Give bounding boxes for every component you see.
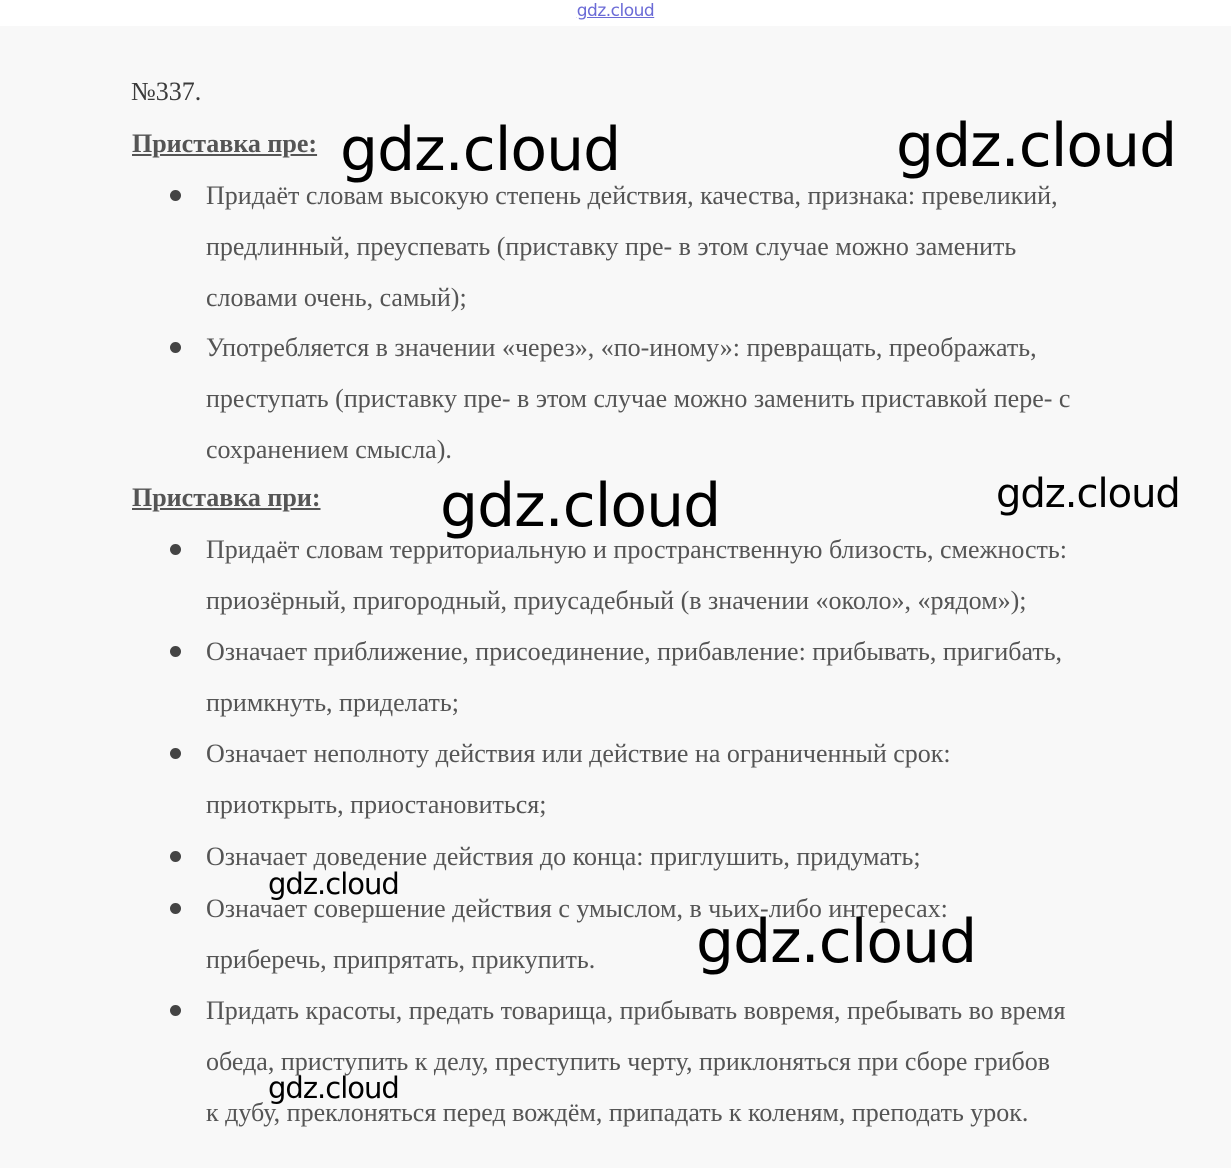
bullet-icon [170, 903, 181, 914]
site-watermark-top: gdz.cloud [576, 1, 655, 21]
item-line: к дубу, преклоняться перед вождём, припадать к коленям, преподать урок. [206, 1098, 1029, 1127]
bullet-icon [170, 851, 181, 862]
bullet-icon [170, 646, 181, 657]
watermark: gdz.cloud [268, 867, 399, 901]
item-line: Означает доведение действия до конца: приглушить, придумать; [206, 842, 921, 871]
item-line: приберечь, припрятать, прикупить. [206, 945, 596, 974]
item-line: обеда, приступить к делу, преступить черту, приклоняться при сборе грибов [206, 1047, 1051, 1076]
section-heading-pri: Приставка при: [132, 483, 321, 512]
item-line: преступать (приставку пре- в этом случае можно заменить приставкой пере- с [206, 384, 1071, 413]
bullet-icon [170, 342, 181, 353]
watermark: gdz.cloud [896, 111, 1177, 181]
list-item [206, 170, 1196, 323]
watermark: gdz.cloud [340, 115, 621, 185]
section-heading-pre: Приставка пре: [132, 129, 318, 158]
bullet-icon [170, 544, 181, 555]
item-line: Означает совершение действия с умыслом, в чьих-либо интересах: [206, 894, 948, 923]
watermark: gdz.cloud [696, 907, 977, 977]
bullet-icon [170, 1005, 181, 1016]
item-line: Придаёт словам территориальную и пространственную близость, смежность: [206, 535, 1067, 564]
item-line: примкнуть, приделать; [206, 688, 459, 717]
bullet-icon [170, 190, 181, 201]
list-item [206, 728, 1196, 830]
item-line: предлинный, преуспевать (приставку пре- в этом случае можно заменить [206, 232, 1017, 261]
list-item [206, 322, 1196, 475]
item-line: приозёрный, пригородный, приусадебный (в значении «около», «рядом»); [206, 586, 1027, 615]
item-line: Придать красоты, предать товарища, прибывать вовремя, пребывать во время [206, 996, 1066, 1025]
task-number: №337. [131, 77, 202, 106]
watermark: gdz.cloud [440, 471, 721, 541]
bullet-icon [170, 748, 181, 759]
item-line: Употребляется в значении «через», «по-иному»: превращать, преображать, [206, 333, 1037, 362]
item-line: сохранением смысла). [206, 435, 452, 464]
watermark: gdz.cloud [268, 1071, 399, 1105]
item-line: Означает неполноту действия или действие на ограниченный срок: [206, 739, 951, 768]
item-line: словами очень, самый); [206, 283, 467, 312]
item-line: Означает приближение, присоединение, прибавление: прибывать, пригибать, [206, 637, 1063, 666]
item-line: Придаёт словам высокую степень действия, качества, признака: превеликий, [206, 181, 1058, 210]
list-item [206, 626, 1196, 728]
item-line: приоткрыть, приостановиться; [206, 790, 547, 819]
watermark: gdz.cloud [996, 471, 1180, 517]
list-item [206, 985, 1196, 1138]
